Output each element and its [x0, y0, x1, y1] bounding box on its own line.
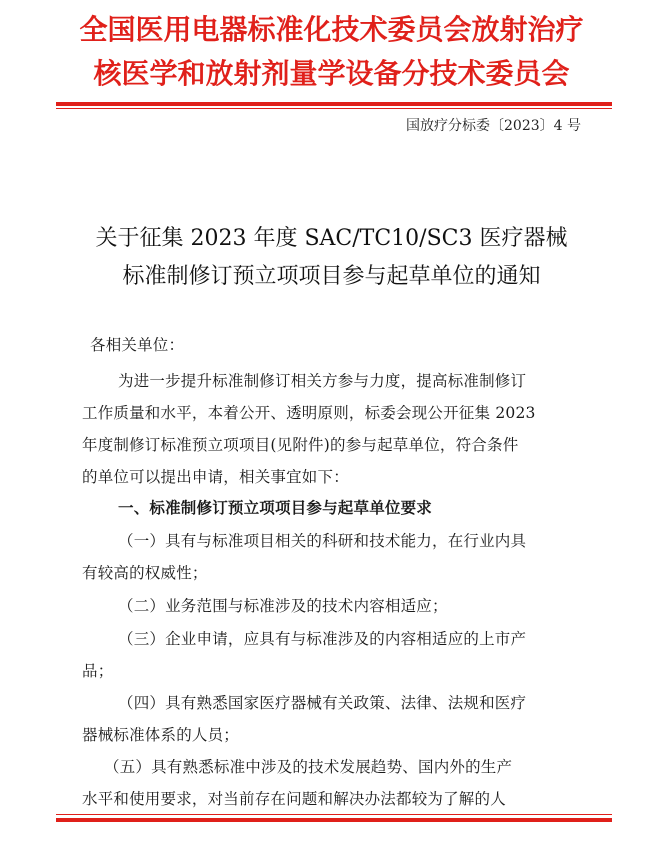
notice-title-line-2: 标准制修订预立项项目参与起草单位的通知: [122, 264, 541, 289]
item-4-line-1: （四）具有熟悉国家医疗器械有关政策、法律、法规和医疗: [118, 694, 527, 712]
footer-divider-thin: [56, 814, 612, 815]
footer-divider-thick: [56, 818, 612, 822]
intro-line-3: 年度制修订标准预立项项目(见附件)的参与起草单位，符合条件: [82, 436, 519, 454]
document-number: 国放疗分标委〔2023〕4 号: [406, 118, 581, 134]
item-5-line-1: （五）具有熟悉标准中涉及的技术发展趋势、国内外的生产: [104, 758, 513, 776]
item-5-line-2: 水平和使用要求，对当前存在问题和解决办法都较为了解的人: [82, 790, 506, 808]
item-4-line-2: 器械标准体系的人员；: [82, 726, 240, 744]
intro-line-2: 工作质量和水平，本着公开、透明原则，标委会现公开征集 2023: [82, 404, 536, 422]
header-divider-thick: [56, 102, 612, 106]
item-3-line-2: 品；: [82, 662, 114, 680]
intro-line-1: 为进一步提升标准制修订相关方参与力度，提高标准制修订: [118, 372, 527, 390]
org-name-line-1: 全国医用电器标准化技术委员会放射治疗: [79, 13, 584, 46]
item-3-line-1: （三）企业申请，应具有与标准涉及的内容相适应的上市产: [118, 630, 527, 648]
org-name-line-2: 核医学和放射剂量学设备分技术委员会: [93, 57, 570, 90]
intro-line-4: 的单位可以提出申请，相关事宜如下：: [82, 468, 349, 486]
item-2-line-1: （二）业务范围与标准涉及的技术内容相适应；: [118, 597, 448, 615]
notice-title-line-1: 关于征集 2023 年度 SAC/TC10/SC3 医疗器械: [95, 226, 568, 251]
item-1-line-1: （一）具有与标准项目相关的科研和技术能力，在行业内具: [118, 532, 527, 550]
section-1-heading: 一、标准制修订预立项项目参与起草单位要求: [118, 498, 433, 517]
header-divider-thin: [56, 108, 612, 109]
salutation: 各相关单位：: [90, 336, 185, 354]
item-1-line-2: 有较高的权威性；: [82, 564, 208, 582]
